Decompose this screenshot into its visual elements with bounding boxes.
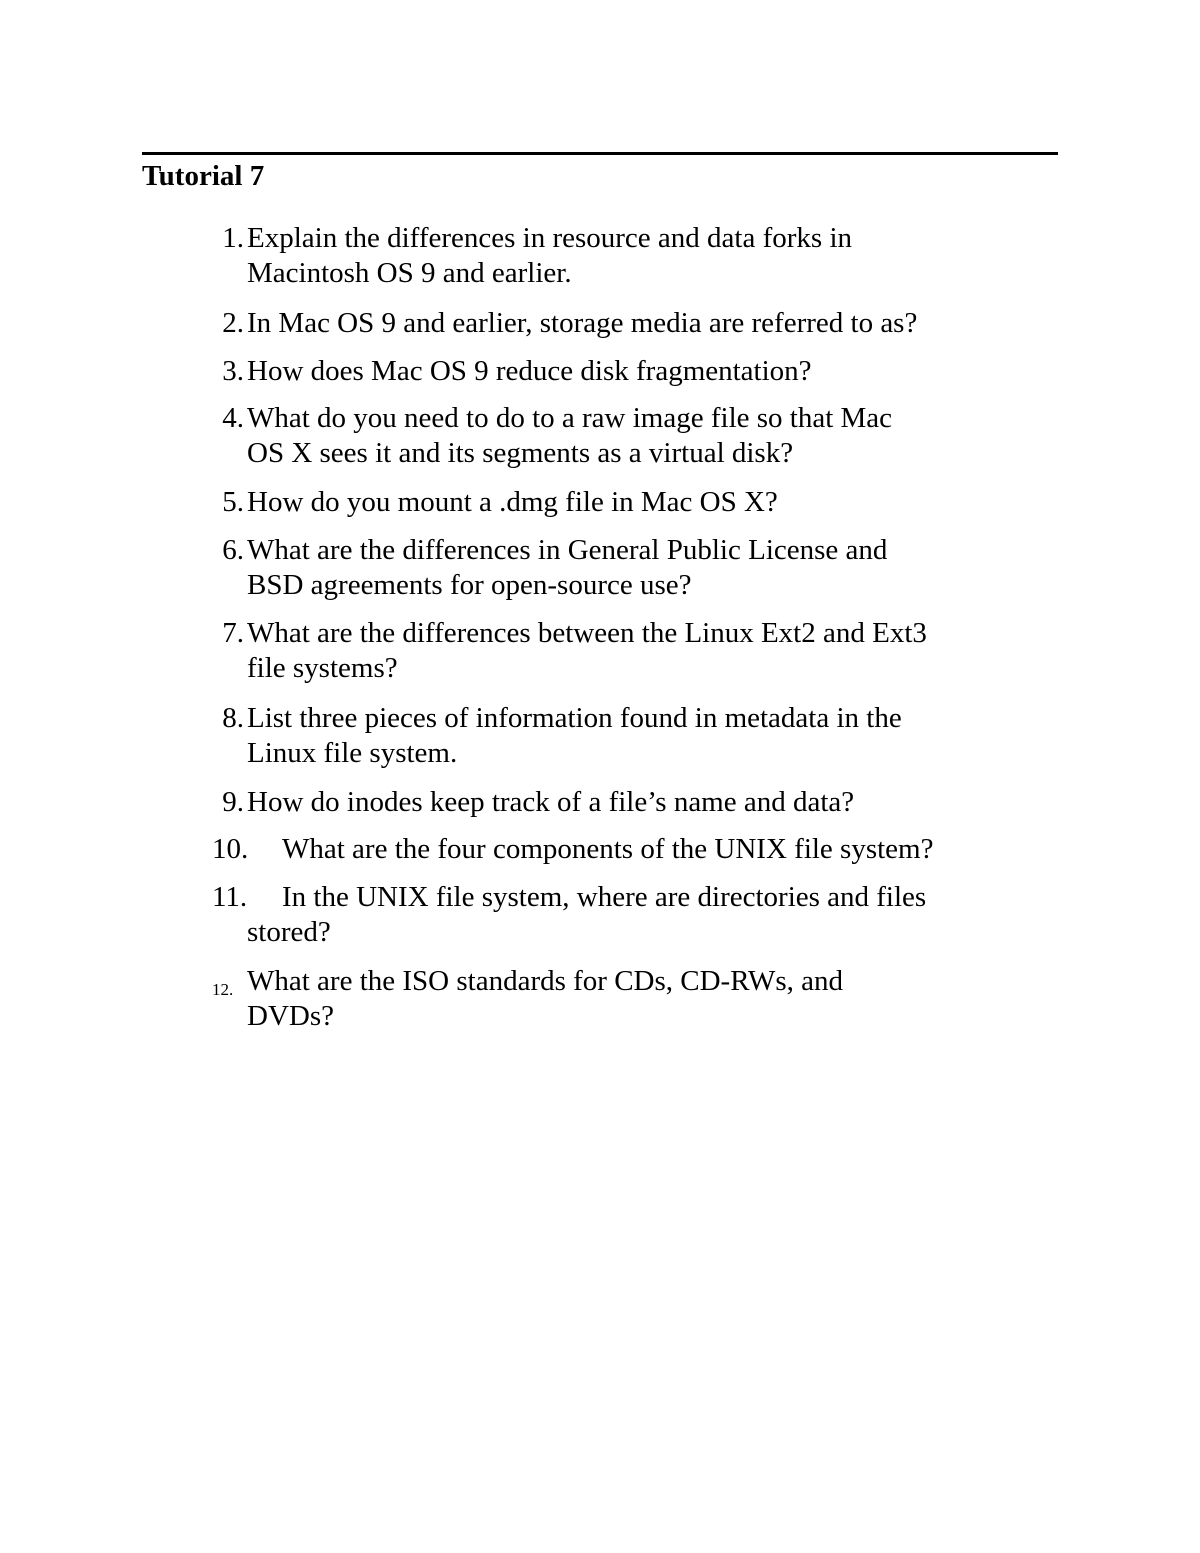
question-text (247, 964, 1007, 1034)
question-text (247, 354, 1007, 389)
question-number: 2. (222, 307, 244, 339)
question-text (247, 221, 1007, 291)
question-text (247, 306, 1007, 341)
question-text-line: OS X sees it and its segments as a virtual disk? (247, 437, 794, 469)
question-text-line: DVDs? (247, 1000, 334, 1032)
question-number: 6. (222, 534, 244, 566)
question-number: 4. (222, 402, 244, 434)
question-text (282, 832, 1042, 867)
question-text-line: file systems? (247, 652, 398, 684)
question-number: 10. (212, 833, 249, 865)
question-text-line: Macintosh OS 9 and earlier. (247, 257, 572, 289)
question-text-line: What are the ISO standards for CDs, CD-RWs, and (247, 965, 843, 997)
question-text (247, 616, 1007, 686)
question-text-line: How do inodes keep track of a file’s name and data? (247, 786, 855, 818)
question-text (247, 701, 1007, 771)
question-text-line: What are the four components of the UNIX file system? (282, 833, 934, 865)
question-number: 5. (222, 486, 244, 518)
question-text-line: In Mac OS 9 and earlier, storage media are referred to as? (247, 307, 918, 339)
question-text-line: Linux file system. (247, 737, 458, 769)
question-text (247, 485, 1007, 520)
header-rule (142, 152, 1058, 155)
page-title: Tutorial 7 (142, 160, 265, 192)
question-text-line: What do you need to do to a raw image file so that Mac (247, 402, 893, 434)
question-text (247, 880, 1042, 950)
question-number: 7. (222, 617, 244, 649)
question-text-line: List three pieces of information found in metadata in the (247, 702, 902, 734)
question-number: 12. (212, 980, 234, 999)
question-number: 9. (222, 786, 244, 818)
question-number: 1. (222, 222, 244, 254)
question-text-line: BSD agreements for open-source use? (247, 569, 692, 601)
question-text-line: stored? (247, 916, 331, 948)
question-number: 8. (222, 702, 244, 734)
question-text-line: What are the differences in General Public License and (247, 534, 888, 566)
question-text (247, 533, 1007, 603)
question-text-line: What are the differences between the Linux Ext2 and Ext3 (247, 617, 927, 649)
question-text-line: How does Mac OS 9 reduce disk fragmentation? (247, 355, 812, 387)
question-text-line: In the UNIX file system, where are directories and files (282, 881, 927, 913)
question-number: 11. (212, 881, 248, 913)
question-number: 3. (222, 355, 244, 387)
question-text (247, 785, 1007, 820)
question-text (247, 401, 1007, 471)
question-text-line: How do you mount a .dmg file in Mac OS X? (247, 486, 778, 518)
question-text-line: Explain the differences in resource and data forks in (247, 222, 853, 254)
